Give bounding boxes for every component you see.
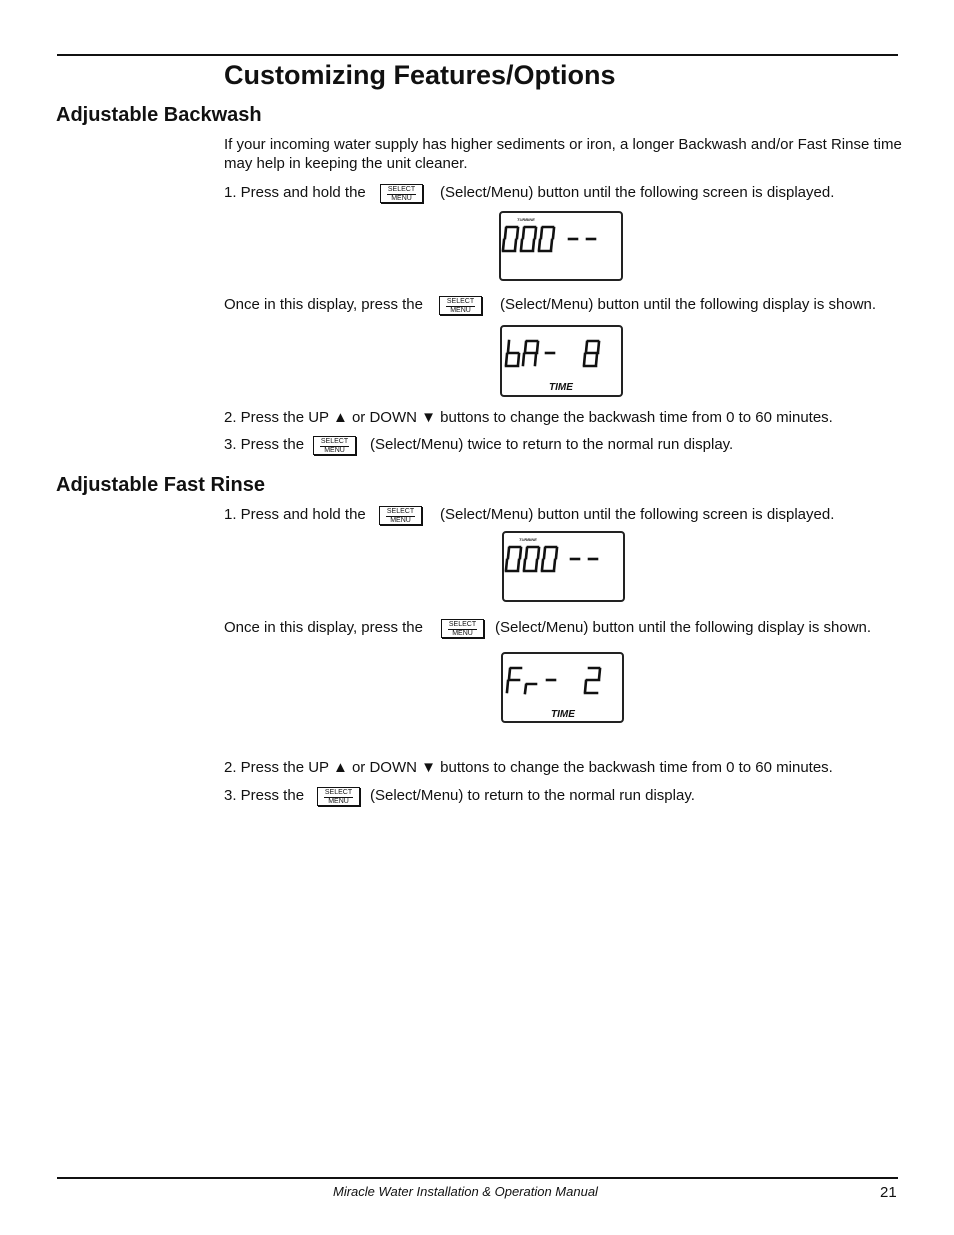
lcd-display-main bbox=[499, 211, 623, 281]
fast-rinse-once-text: Once in this display, press the bbox=[224, 619, 423, 636]
top-rule bbox=[57, 54, 898, 56]
fast-rinse-step1-text-end: (Select/Menu) button until the following screen is displayed. bbox=[440, 506, 835, 523]
backwash-once-text: Once in this display, press the bbox=[224, 296, 423, 313]
footer-title: Miracle Water Installation & Operation Manual bbox=[333, 1184, 598, 1199]
backwash-step3-text-end: (Select/Menu) twice to return to the normal run display. bbox=[370, 436, 734, 453]
fast-rinse-step2: 2. Press the UP ▲ or DOWN ▼ buttons to change the backwash time from 0 to 60 minutes. bbox=[224, 759, 833, 776]
turbine-label: TURBINE bbox=[517, 217, 535, 222]
select-menu-button-icon bbox=[379, 506, 422, 525]
fast-rinse-step3-text: 3. Press the bbox=[224, 787, 305, 804]
menu-label: MENU bbox=[391, 195, 412, 202]
lcd-segments bbox=[504, 533, 623, 600]
backwash-step1-text: 1. Press and hold the bbox=[224, 184, 366, 201]
lcd-segments bbox=[501, 213, 621, 279]
select-label: SELECT bbox=[448, 621, 477, 628]
turbine-label: TURBINE bbox=[519, 537, 537, 542]
backwash-intro: If your incoming water supply has higher sediments or iron, a longer Backwash and/or Fast Rinse time may help in keeping the unit cleaner. bbox=[224, 136, 902, 172]
fast-rinse-heading: Adjustable Fast Rinse bbox=[56, 474, 265, 496]
lcd-segments bbox=[502, 327, 621, 395]
fast-rinse-step1-text: 1. Press and hold the bbox=[224, 506, 366, 523]
select-label: SELECT bbox=[320, 438, 349, 445]
select-label: SELECT bbox=[386, 508, 415, 515]
menu-label: MENU bbox=[328, 798, 349, 805]
menu-label: MENU bbox=[324, 447, 345, 454]
footer-rule bbox=[57, 1177, 898, 1179]
select-menu-button-icon bbox=[439, 296, 482, 315]
select-label: SELECT bbox=[446, 298, 475, 305]
time-label: TIME bbox=[549, 382, 573, 393]
menu-label: MENU bbox=[452, 630, 473, 637]
select-menu-button-icon bbox=[317, 787, 360, 806]
select-menu-button-icon bbox=[441, 619, 484, 638]
backwash-once-text-end: (Select/Menu) button until the following display is shown. bbox=[500, 296, 877, 313]
select-label: SELECT bbox=[387, 186, 416, 193]
lcd-display-fast-rinse bbox=[501, 652, 624, 723]
menu-label: MENU bbox=[450, 307, 471, 314]
backwash-step2: 2. Press the UP ▲ or DOWN ▼ buttons to change the backwash time from 0 to 60 minutes. bbox=[224, 409, 833, 426]
backwash-step1-text-end: (Select/Menu) button until the following screen is displayed. bbox=[440, 184, 835, 201]
fast-rinse-step3-text-end: (Select/Menu) to return to the normal run display. bbox=[370, 787, 695, 804]
backwash-step3-text: 3. Press the bbox=[224, 436, 305, 453]
page-number: 21 bbox=[880, 1184, 897, 1201]
fast-rinse-once-text-end: (Select/Menu) button until the following display is shown. bbox=[495, 619, 872, 636]
lcd-display-main bbox=[502, 531, 625, 602]
backwash-heading: Adjustable Backwash bbox=[56, 104, 262, 126]
lcd-display-backwash bbox=[500, 325, 623, 397]
menu-label: MENU bbox=[390, 517, 411, 524]
lcd-segments bbox=[503, 654, 622, 721]
select-label: SELECT bbox=[324, 789, 353, 796]
select-menu-button-icon bbox=[380, 184, 423, 203]
page-title: Customizing Features/Options bbox=[224, 60, 616, 90]
select-menu-button-icon bbox=[313, 436, 356, 455]
time-label: TIME bbox=[551, 709, 575, 720]
